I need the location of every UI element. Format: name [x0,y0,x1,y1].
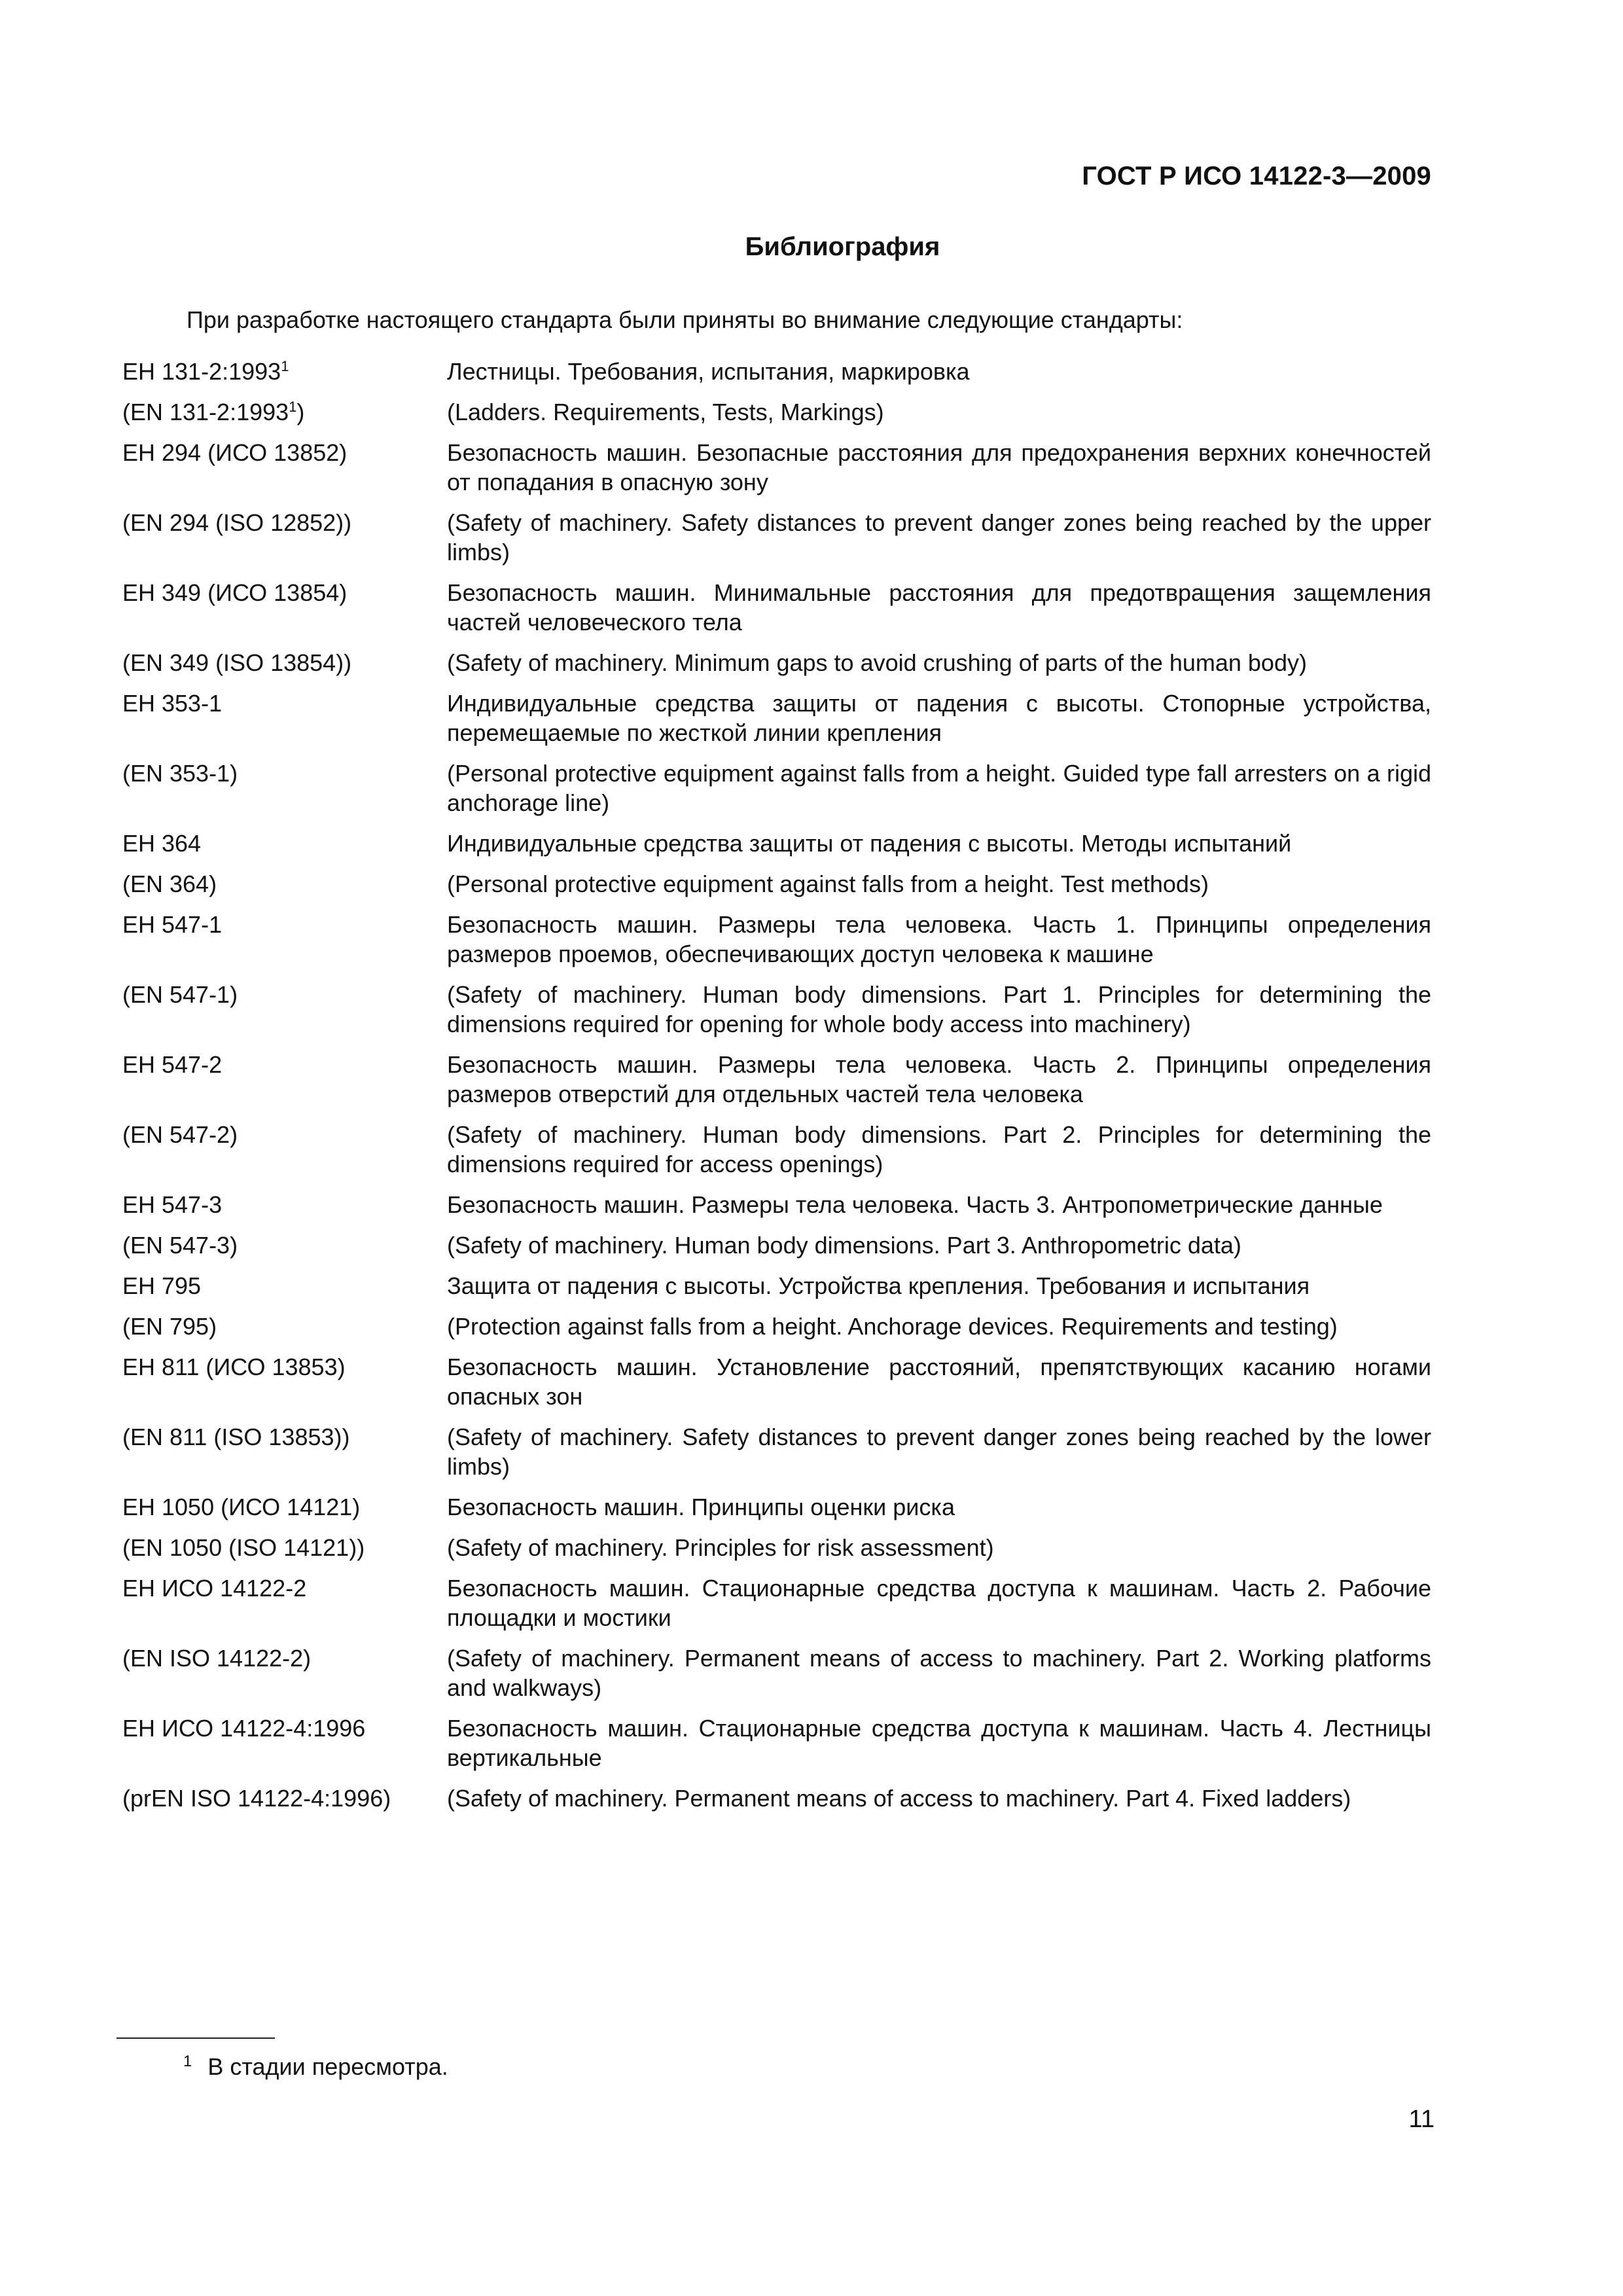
entry-code-text: (EN 131-2:1993 [122,399,289,425]
bibliography-entry [122,397,1431,427]
entry-code-text: ЕН 131-2:1993 [122,358,281,385]
entry-code-text: (EN 294 (ISO 12852)) [122,509,352,536]
entry-title: (Safety of machinery. Permanent means of access to machinery. Part 4. Fixed ladders) [447,1785,1351,1812]
bibliography-entry [122,1492,1431,1522]
entry-code [122,829,447,858]
entry-code-text: (EN 811 (ISO 13853)) [122,1424,350,1450]
entry-code [122,1352,447,1382]
bibliography-entry [122,1120,1431,1179]
page-title: Библиография [745,232,940,261]
bibliography-entry [122,910,1431,969]
entry-code [122,1312,447,1341]
entry-title: Безопасность машин. Установление расстояний, препятствующих касанию ногами опасных зон [447,1354,1431,1410]
entry-code [122,1190,447,1219]
bibliography-entry [122,1271,1431,1300]
entry-code-text: (EN ISO 14122-2) [122,1645,312,1672]
entry-title: Безопасность машин. Размеры тела человека. Часть 3. Антропометрические данные [447,1191,1383,1218]
entry-code-text: ЕН 547-3 [122,1191,223,1218]
entry-code-text: (EN 1050 (ISO 14121)) [122,1534,365,1561]
entry-code-text: (EN 353-1) [122,760,238,787]
entry-code [122,910,447,939]
entry-code [122,578,447,607]
entry-title: (Safety of machinery. Human body dimensions. Part 3. Anthropometric data) [447,1232,1241,1259]
entry-code [122,357,447,386]
entry-code [122,508,447,537]
entry-code-text: (EN 349 (ISO 13854)) [122,649,352,676]
entry-title: (Safety of machinery. Principles for risk assessment) [447,1534,994,1561]
footnote [183,2053,448,2081]
bibliography-list [122,357,1431,1824]
entry-title: Безопасность машин. Размеры тела человека. Часть 2. Принципы определения размеров отверстий для отдельных частей тела человека [447,1051,1431,1107]
entry-code-text: (EN 364) [122,870,217,897]
entry-code-text: ЕН ИСО 14122-2 [122,1575,307,1602]
entry-code [122,648,447,677]
entry-code [122,1533,447,1562]
bibliography-entry [122,1573,1431,1632]
entry-code [122,1050,447,1079]
entry-title: Индивидуальные средства защиты от падения с высоты. Стопорные устройства, перемещаемые по жесткой линии крепления [447,690,1431,746]
entry-title: Безопасность машин. Минимальные расстояния для предотвращения защемления частей человеческого тела [447,579,1431,636]
bibliography-entry [122,1352,1431,1411]
bibliography-entry [122,508,1431,567]
bibliography-entry [122,1190,1431,1219]
entry-title: (Safety of machinery. Safety distances to prevent danger zones being reached by the lower limbs) [447,1424,1431,1480]
entry-title: Лестницы. Требования, испытания, маркировка [447,358,970,385]
entry-code [122,980,447,1009]
entry-code-text: (prEN ISO 14122-4:1996) [122,1785,391,1812]
entry-code [122,397,447,427]
entry-code [122,689,447,718]
bibliography-entry [122,438,1431,497]
bibliography-entry [122,1643,1431,1702]
footnote-marker: 1 [183,2053,192,2070]
entry-code-tail: ) [296,399,305,425]
entry-code [122,1643,447,1673]
entry-footnote-ref: 1 [289,399,297,415]
entry-code [122,1120,447,1149]
bibliography-entry [122,1312,1431,1341]
entry-code-text: ЕН 811 (ИСО 13853) [122,1354,346,1380]
entry-code [122,1230,447,1260]
entry-code [122,869,447,899]
entry-code-text: (EN 547-2) [122,1121,238,1148]
entry-code [122,1573,447,1603]
entry-code [122,759,447,788]
bibliography-entry [122,1533,1431,1562]
entry-title: (Safety of machinery. Safety distances to prevent danger zones being reached by the upper limbs) [447,509,1431,565]
entry-code-text: ЕН 547-1 [122,911,223,938]
entry-title: (Personal protective equipment against falls from a height. Guided type fall arresters on a rigid anchorage line) [447,760,1431,816]
bibliography-entry [122,869,1431,899]
bibliography-entry [122,648,1431,677]
entry-footnote-ref: 1 [281,358,289,374]
entry-title: (Protection against falls from a height. Anchorage devices. Requirements and testing) [447,1313,1338,1340]
bibliography-entry [122,689,1431,747]
bibliography-entry [122,1713,1431,1772]
entry-code-text: ЕН 349 (ИСО 13854) [122,579,348,606]
entry-code-text: ЕН 364 [122,830,202,857]
entry-code-text: (EN 547-3) [122,1232,238,1259]
document-standard-id: ГОСТ Р ИСО 14122-3—2009 [1082,162,1431,190]
bibliography-entry [122,1422,1431,1481]
bibliography-entry [122,980,1431,1039]
entry-title: Защита от падения с высоты. Устройства крепления. Требования и испытания [447,1272,1310,1299]
entry-title: (Safety of machinery. Human body dimensions. Part 2. Principles for determining the dimensions required for access openings) [447,1121,1431,1177]
entry-code-text: ЕН 1050 (ИСО 14121) [122,1494,361,1520]
entry-title: Безопасность машин. Принципы оценки риска [447,1494,955,1520]
footnote-divider [116,2037,275,2039]
entry-code-text: (EN 547-1) [122,981,238,1008]
entry-code [122,1271,447,1300]
entry-code [122,1492,447,1522]
entry-code-text: (EN 795) [122,1313,217,1340]
entry-title: Индивидуальные средства защиты от падения с высоты. Методы испытаний [447,830,1292,857]
entry-code-text: ЕН 547-2 [122,1051,223,1078]
footnote-text: В стадии пересмотра. [207,2053,448,2080]
entry-code-text: ЕН 353-1 [122,690,223,717]
entry-title: (Ladders. Requirements, Tests, Markings) [447,399,884,425]
entry-title: Безопасность машин. Стационарные средства доступа к машинам. Часть 2. Рабочие площадки и мостики [447,1575,1431,1631]
bibliography-entry [122,578,1431,637]
page-number: 11 [1408,2106,1435,2133]
entry-title: (Personal protective equipment against falls from a height. Test methods) [447,870,1209,897]
entry-code-text: ЕН 294 (ИСО 13852) [122,439,348,466]
entry-code [122,1713,447,1743]
bibliography-entry [122,1230,1431,1260]
bibliography-entry [122,759,1431,817]
bibliography-entry [122,1050,1431,1109]
entry-title: Безопасность машин. Размеры тела человека. Часть 1. Принципы определения размеров проемов, обеспечивающих доступ человека к машине [447,911,1431,967]
entry-title: Безопасность машин. Безопасные расстояния для предохранения верхних конечностей от попадания в опасную зону [447,439,1431,495]
entry-code [122,438,447,467]
intro-paragraph: При разработке настоящего стандарта были приняты во внимание следующие стандарты: [187,306,1183,333]
bibliography-entry [122,357,1431,386]
entry-title: Безопасность машин. Стационарные средства доступа к машинам. Часть 4. Лестницы вертикальные [447,1715,1431,1771]
entry-title: (Safety of machinery. Human body dimensions. Part 1. Principles for determining the dimensions required for opening for whole body access into machinery) [447,981,1431,1037]
bibliography-entry [122,1784,1431,1813]
entry-code-text: ЕН 795 [122,1272,202,1299]
entry-code [122,1784,447,1813]
entry-title: (Safety of machinery. Permanent means of access to machinery. Part 2. Working platforms and walkways) [447,1645,1431,1701]
entry-code-text: ЕН ИСО 14122-4:1996 [122,1715,366,1742]
bibliography-entry [122,829,1431,858]
entry-code [122,1422,447,1452]
entry-title: (Safety of machinery. Minimum gaps to avoid crushing of parts of the human body) [447,649,1307,676]
